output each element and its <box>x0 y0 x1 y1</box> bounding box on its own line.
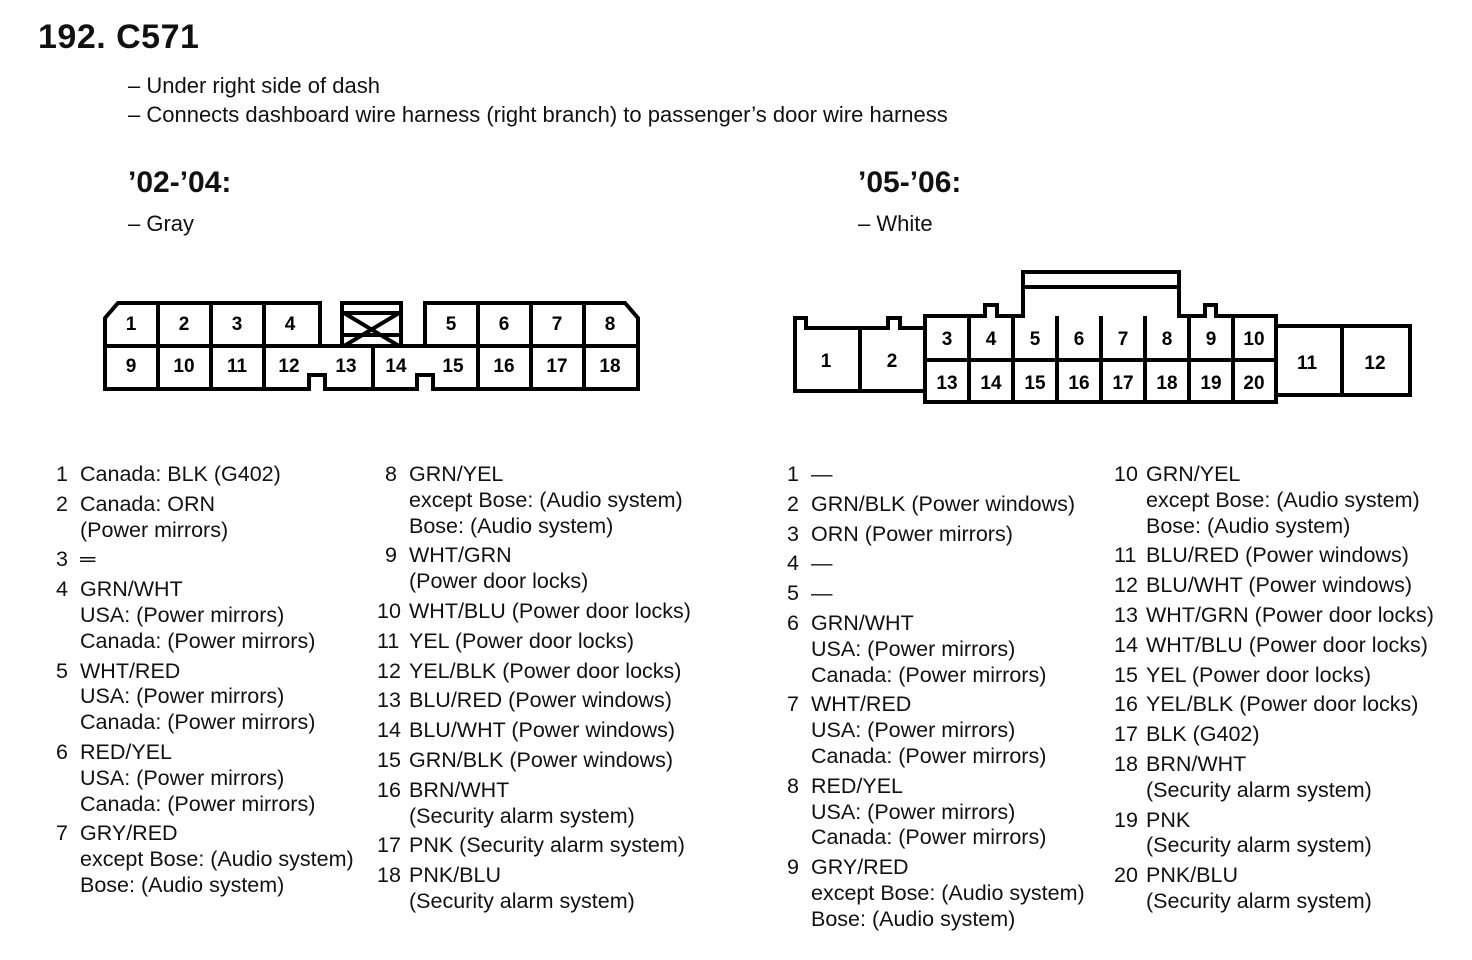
pin-description-line: Bose: (Audio system) <box>80 872 285 897</box>
pin-number: 17 <box>1114 722 1138 747</box>
pin-description-line: WHT/GRN (Power door locks) <box>1146 602 1434 627</box>
pin-number: 8 <box>787 773 799 798</box>
pin-description-line: GRN/YEL <box>1146 462 1241 486</box>
right-cavity-label: 14 <box>980 373 1002 394</box>
pin-description-line: Canada: BLK (G402) <box>80 462 281 486</box>
right-pin-entry <box>779 774 1085 851</box>
right-pin-entry <box>1114 543 1434 569</box>
pin-description-line: YEL/BLK (Power door locks) <box>1146 692 1419 717</box>
pin-description-line: GRY/RED <box>811 855 909 880</box>
pin-number: 2 <box>787 491 799 516</box>
pin-description-line: PNK <box>1146 807 1191 832</box>
pin-description-line: — <box>811 581 833 606</box>
right-cavity-label: 4 <box>985 329 997 350</box>
pin-number: 7 <box>787 692 799 717</box>
right-pin-list-col-2 <box>1114 462 1434 919</box>
pin-number: 13 <box>377 688 401 713</box>
pin-description-line: except Bose: (Audio system) <box>1146 487 1420 512</box>
left-cavity-label: 18 <box>599 356 621 377</box>
left-pin-entry <box>48 577 354 654</box>
pin-description-line: BLU/RED (Power windows) <box>409 688 672 713</box>
pin-number: 11 <box>1114 543 1137 568</box>
left-cavity-label: 2 <box>178 314 190 335</box>
left-pin-entry <box>377 462 691 539</box>
left-pin-entry <box>377 659 691 685</box>
left-cavity-label: 14 <box>385 356 407 377</box>
left-pin-entry <box>377 778 691 830</box>
left-cavity-label: 3 <box>231 314 243 335</box>
pin-description-line: ═ <box>80 547 96 572</box>
pin-number: 5 <box>787 581 799 606</box>
left-pin-entry <box>48 821 354 898</box>
pin-description-line: PNK (Security alarm system) <box>409 833 685 858</box>
pin-description-line: BLU/WHT (Power windows) <box>1146 573 1413 598</box>
pin-description-line: (Power door locks) <box>409 569 589 594</box>
pin-number: 9 <box>787 855 799 880</box>
left-cavity-label: 16 <box>493 356 515 377</box>
left-cavity-label: 8 <box>604 314 616 335</box>
pin-description-line: Canada: (Power mirrors) <box>811 662 1047 687</box>
right-cavity-label: 10 <box>1243 329 1265 350</box>
pin-description-line: Canada: (Power mirrors) <box>80 628 316 653</box>
pin-description-line: WHT/RED <box>811 692 912 717</box>
left-pin-entry <box>48 547 354 573</box>
pin-number: 3 <box>787 521 799 546</box>
pin-description-line: Canada: ORN <box>80 491 216 516</box>
right-pin-entry <box>1114 692 1434 718</box>
location-line-1: – Under right side of dash <box>128 73 380 98</box>
right-cavity-label: 19 <box>1200 373 1222 394</box>
right-years-heading: ’05-’06: <box>858 166 962 199</box>
pin-number: 15 <box>1114 662 1138 687</box>
right-pin-entry <box>779 462 1085 488</box>
pin-description-line: Canada: (Power mirrors) <box>811 825 1047 850</box>
pin-description-line: USA: (Power mirrors) <box>811 718 1016 743</box>
left-pin-entry <box>377 748 691 774</box>
right-pin-entry <box>779 551 1085 577</box>
right-pin-entry <box>1114 752 1434 804</box>
pin-description-line: except Bose: (Audio system) <box>409 487 683 512</box>
left-cavity-label: 10 <box>173 356 195 377</box>
left-pin-entry <box>377 863 691 915</box>
pin-number: 17 <box>377 833 401 858</box>
pin-description-line: BRN/WHT <box>409 777 510 802</box>
right-connector-color: – White <box>858 211 933 236</box>
pin-description-line: YEL (Power door locks) <box>1146 662 1372 687</box>
pin-description-line: BLU/WHT (Power windows) <box>409 718 676 743</box>
pin-description-line: GRN/WHT <box>811 610 914 635</box>
right-cavity-label: 16 <box>1068 373 1090 394</box>
right-cavity-label: 8 <box>1161 329 1173 350</box>
pin-number: 4 <box>56 577 68 602</box>
left-cavity-label: 5 <box>445 314 457 335</box>
left-pin-entry <box>48 492 354 544</box>
left-pin-entry <box>377 833 691 859</box>
pin-number: 6 <box>787 610 799 635</box>
left-pin-entry <box>48 659 354 736</box>
right-cavity-label: 7 <box>1117 329 1129 350</box>
pin-number: 6 <box>56 739 68 764</box>
right-cavity-label: 2 <box>886 351 898 372</box>
left-cavity-label: 13 <box>335 356 357 377</box>
pin-number: 10 <box>377 598 401 623</box>
pin-number: 4 <box>787 551 799 576</box>
pin-description-line: — <box>811 462 833 486</box>
pin-number: 3 <box>56 547 68 572</box>
pin-description-line: PNK/BLU <box>409 863 502 888</box>
pin-description-line: USA: (Power mirrors) <box>811 636 1016 661</box>
pin-description-line: USA: (Power mirrors) <box>811 799 1016 824</box>
pin-description-line: GRN/YEL <box>409 462 504 486</box>
left-pin-entry <box>48 740 354 817</box>
pin-number: 2 <box>56 491 68 516</box>
pin-description-line: GRN/WHT <box>80 577 183 602</box>
left-cavity-label: 12 <box>278 356 300 377</box>
pin-number: 18 <box>1114 751 1138 776</box>
pin-description-line: Bose: (Audio system) <box>409 513 614 538</box>
right-pin-entry <box>779 855 1085 932</box>
pin-description-line: USA: (Power mirrors) <box>80 602 285 627</box>
right-cavity-label: 6 <box>1073 329 1085 350</box>
right-cavity-label: 3 <box>941 329 953 350</box>
pin-description-line: GRN/BLK (Power windows) <box>811 491 1076 516</box>
right-pin-entry <box>1114 603 1434 629</box>
pin-description-line: YEL/BLK (Power door locks) <box>409 658 682 683</box>
pin-description-line: RED/YEL <box>811 773 904 798</box>
right-pin-entry <box>779 611 1085 688</box>
right-pin-entry <box>1114 808 1434 860</box>
right-pin-entry <box>1114 663 1434 689</box>
pin-description-line: Canada: (Power mirrors) <box>80 791 316 816</box>
pin-number: 10 <box>1114 462 1138 486</box>
pin-description-line: (Security alarm system) <box>409 803 635 828</box>
right-cavity-label: 12 <box>1364 353 1386 374</box>
left-cavity-label: 4 <box>284 314 296 335</box>
left-pin-entry <box>48 462 354 488</box>
pin-description-line: (Security alarm system) <box>1146 888 1372 913</box>
left-years-heading: ’02-’04: <box>128 166 232 199</box>
right-cavity-label: 18 <box>1156 373 1178 394</box>
right-pin-entry <box>779 692 1085 769</box>
pin-description-line: GRY/RED <box>80 821 178 846</box>
right-pin-entry <box>1114 633 1434 659</box>
right-cavity-label: 17 <box>1112 373 1134 394</box>
pin-number: 20 <box>1114 863 1138 888</box>
pin-description-line: USA: (Power mirrors) <box>80 684 285 709</box>
right-pin-entry <box>779 581 1085 607</box>
pin-description-line: (Security alarm system) <box>409 888 635 913</box>
pin-number: 1 <box>787 462 799 486</box>
left-cavity-label: 17 <box>546 356 568 377</box>
left-connector-color: – Gray <box>128 211 195 236</box>
right-cavity-label: 5 <box>1029 329 1041 350</box>
right-pin-list-col-1 <box>779 462 1085 937</box>
pin-description-line: Canada: (Power mirrors) <box>811 743 1047 768</box>
pin-description-line: Bose: (Audio system) <box>811 906 1016 931</box>
left-cavity-label: 11 <box>226 356 248 377</box>
left-pin-list-col-1 <box>48 462 354 903</box>
pin-description-line: BRN/WHT <box>1146 751 1247 776</box>
pin-description-line: GRN/BLK (Power windows) <box>409 747 674 772</box>
right-pin-entry <box>1114 462 1434 539</box>
right-pin-entry <box>779 522 1085 548</box>
right-cavity-label: 11 <box>1296 353 1318 374</box>
pin-description-line: USA: (Power mirrors) <box>80 765 285 790</box>
left-cavity-label: 1 <box>125 314 137 335</box>
pin-number: 16 <box>377 777 401 802</box>
pin-number: 18 <box>377 863 401 888</box>
pin-number: 5 <box>56 658 68 683</box>
pin-description-line: (Security alarm system) <box>1146 833 1372 858</box>
pin-description-line: WHT/BLU (Power door locks) <box>1146 632 1428 657</box>
pin-number: 11 <box>377 628 400 653</box>
left-pin-entry <box>377 543 691 595</box>
right-cavity-label: 1 <box>820 351 832 372</box>
right-pin-entry <box>1114 573 1434 599</box>
pin-description-line: Bose: (Audio system) <box>1146 513 1351 538</box>
right-cavity-label: 9 <box>1205 329 1217 350</box>
pin-number: 9 <box>385 543 397 568</box>
pin-number: 13 <box>1114 602 1138 627</box>
left-cavity-label: 15 <box>442 356 464 377</box>
left-cavity-label: 7 <box>551 314 563 335</box>
pin-description-line: PNK/BLU <box>1146 863 1239 888</box>
left-pin-entry <box>377 599 691 625</box>
location-line-2: – Connects dashboard wire harness (right branch) to passenger’s door wire harness <box>128 102 948 127</box>
pin-description-line: WHT/RED <box>80 658 181 683</box>
pin-number: 12 <box>377 658 401 683</box>
left-pin-list-col-2 <box>377 462 691 919</box>
right-cavity-label: 20 <box>1243 373 1265 394</box>
pin-description-line: except Bose: (Audio system) <box>80 847 354 872</box>
pin-number: 8 <box>385 462 397 486</box>
pin-description-line: WHT/BLU (Power door locks) <box>409 598 691 623</box>
pin-description-line: (Power mirrors) <box>80 517 229 542</box>
right-cavity-label: 15 <box>1024 373 1046 394</box>
pin-number: 19 <box>1114 807 1138 832</box>
pin-description-line: except Bose: (Audio system) <box>811 880 1085 905</box>
pin-number: 16 <box>1114 692 1138 717</box>
right-pin-entry <box>1114 863 1434 915</box>
pin-description-line: WHT/GRN <box>409 543 512 568</box>
pin-description-line: Canada: (Power mirrors) <box>80 710 316 735</box>
pin-number: 14 <box>1114 632 1138 657</box>
pin-description-line: BLK (G402) <box>1146 722 1260 747</box>
pin-description-line: YEL (Power door locks) <box>409 628 635 653</box>
left-pin-entry <box>377 688 691 714</box>
pin-number: 7 <box>56 821 68 846</box>
right-cavity-label: 13 <box>936 373 958 394</box>
left-pin-entry <box>377 718 691 744</box>
pin-description-line: BLU/RED (Power windows) <box>1146 543 1409 568</box>
pin-number: 12 <box>1114 573 1138 598</box>
right-pin-entry <box>1114 722 1434 748</box>
left-cavity-label: 6 <box>498 314 510 335</box>
left-cavity-label: 9 <box>125 356 137 377</box>
connector-title: 192. C571 <box>38 18 200 56</box>
pin-number: 14 <box>377 718 401 743</box>
pin-description-line: (Security alarm system) <box>1146 777 1372 802</box>
left-pin-entry <box>377 629 691 655</box>
pin-number: 1 <box>56 462 68 486</box>
pin-description-line: RED/YEL <box>80 739 173 764</box>
right-pin-entry <box>779 492 1085 518</box>
pin-number: 15 <box>377 747 401 772</box>
pin-description-line: — <box>811 551 833 576</box>
pin-description-line: ORN (Power mirrors) <box>811 521 1013 546</box>
